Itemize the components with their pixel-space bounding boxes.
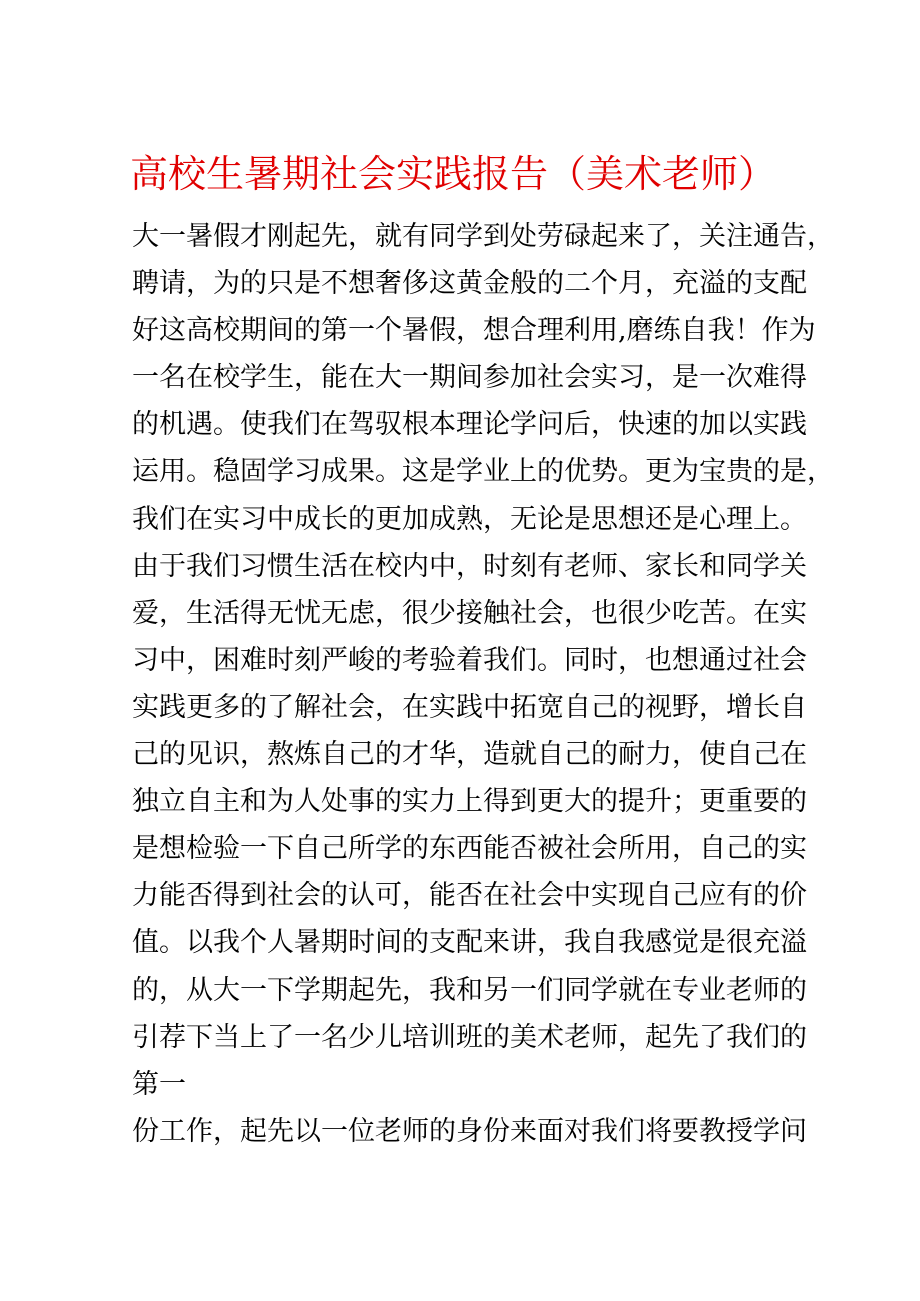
paragraph-line: 引荐下当上了一名少儿培训班的美术老师，起先了我们的 <box>132 1021 807 1053</box>
document-body <box>132 213 834 1155</box>
paragraph-line: 值。以我个人暑期时间的支配来讲，我自我感觉是很充溢 <box>132 927 807 959</box>
paragraph-line: 独立自主和为人处事的实力上得到更大的提升；更重要的 <box>132 786 807 818</box>
paragraph-line: 是想检验一下自己所学的东西能否被社会所用，自己的实 <box>132 833 807 865</box>
paragraph-line: 份工作，起先以一位老师的身份来面对我们将要教授学问 <box>132 1115 807 1147</box>
paragraph-line: 习中，困难时刻严峻的考验着我们。同时，也想通过社会 <box>132 644 807 676</box>
paragraph-line: 第一 <box>132 1068 186 1100</box>
paragraph-line: 己的见识，熬炼自己的才华，造就自己的耐力，使自己在 <box>132 739 807 771</box>
paragraph-line: 力能否得到社会的认可，能否在社会中实现自己应有的价 <box>132 880 807 912</box>
paragraph-line: 运用。稳固学习成果。这是学业上的优势。更为宝贵的是， <box>132 456 834 488</box>
paragraph-line: 我们在实习中成长的更加成熟，无论是思想还是心理上。 <box>132 503 807 535</box>
paragraph-line: 大一暑假才刚起先，就有同学到处劳碌起来了，关注通告， <box>132 221 834 252</box>
paragraph-line: 由于我们习惯生活在校内中，时刻有老师、家长和同学关 <box>132 550 807 582</box>
paragraph-line: 实践更多的了解社会，在实践中拓宽自己的视野，增长自 <box>132 691 807 723</box>
document-title: 高校生暑期社会实践报告（美术老师） <box>130 152 777 196</box>
paragraph-line: 一名在校学生，能在大一期间参加社会实习，是一次难得 <box>132 362 807 394</box>
paragraph-line: 聘请，为的只是不想奢侈这黄金般的二个月，充溢的支配 <box>132 268 807 300</box>
paragraph-line: 的机遇。使我们在驾驭根本理论学问后，快速的加以实践 <box>132 409 807 441</box>
paragraph-line: 的，从大一下学期起先，我和另一们同学就在专业老师的 <box>132 974 807 1006</box>
paragraph-line: 爱，生活得无忧无虑，很少接触社会，也很少吃苦。在实 <box>132 597 807 629</box>
paragraph-line: 好这高校期间的第一个暑假，想合理利用,磨练自我！作为 <box>132 315 816 347</box>
